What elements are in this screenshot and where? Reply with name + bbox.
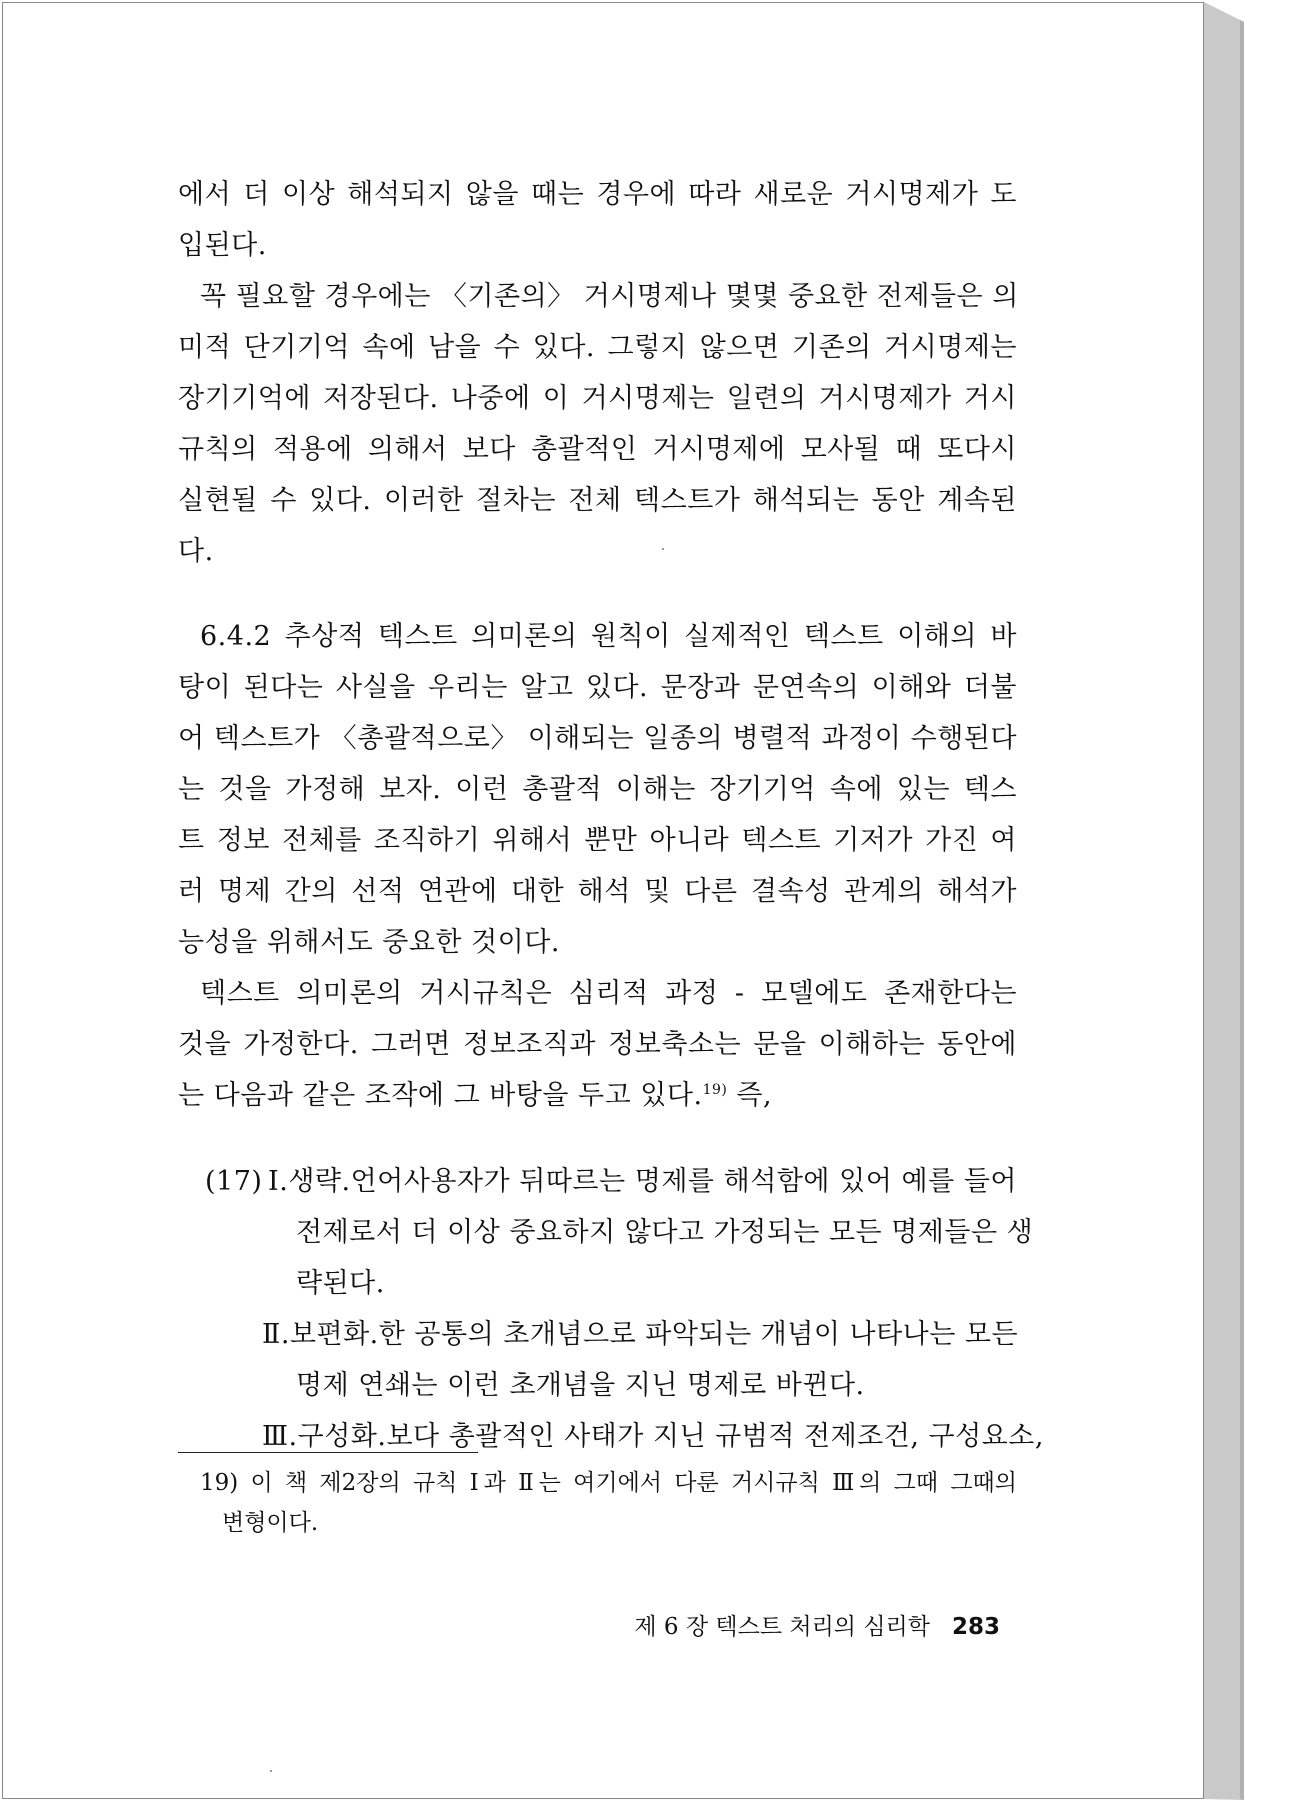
text-line: 규칙의 적용에 의해서 보다 총괄적인 거시명제에 모사될 때 또다시 — [178, 434, 1017, 465]
footnote-line: 19) 이 책 제2장의 규칙 Ⅰ과 Ⅱ는 여기에서 다룬 거시규칙 Ⅲ의 그때 그때의 — [200, 1470, 1017, 1496]
text-line: 실현될 수 있다. 이러한 절차는 전체 텍스트가 해석되는 동안 계속된 — [178, 485, 1017, 516]
list-item-generalization: Ⅱ.보편화.한 공통의 초개념으로 파악되는 개념이 나타나는 모든 — [262, 1319, 1019, 1350]
section-6-4-2-line: 6.4.2 추상적 텍스트 의미론의 원칙이 실제적인 텍스트 이해의 바 — [200, 621, 1017, 652]
line-text: 는 다음과 같은 조작에 그 바탕을 두고 있다. — [178, 1080, 703, 1111]
text-line: 트 정보 전체를 조직하기 위해서 뿐만 아니라 텍스트 기저가 가진 여 — [178, 825, 1017, 856]
text-line: 텍스트 의미론의 거시규칙은 심리적 과정 - 모델에도 존재한다는 — [200, 978, 1017, 1009]
text-line: 능성을 위해서도 중요한 것이다. — [178, 927, 560, 958]
text-line: 다. — [178, 536, 214, 567]
list-number: (17) — [205, 1166, 263, 1197]
text-line: 어 텍스트가 〈총괄적으로〉 이해되는 일종의 병렬적 과정이 수행된다 — [178, 723, 1017, 754]
text-line: 는 것을 가정해 보자. 이런 총괄적 이해는 장기기억 속에 있는 텍스 — [178, 774, 1017, 805]
list-item-omission-cont: 략된다. — [296, 1268, 385, 1299]
list-item-omission-cont: 전제로서 더 이상 중요하지 않다고 가정되는 모든 명제들은 생 — [296, 1217, 1034, 1248]
list-item-generalization-cont: 명제 연쇄는 이런 초개념을 지닌 명제로 바뀐다. — [296, 1370, 865, 1401]
list-item-omission: Ⅰ.생략.언어사용자가 뒤따르는 명제를 해석함에 있어 예를 들어 — [268, 1166, 1017, 1197]
text-line: 에서 더 이상 해석되지 않을 때는 경우에 따라 새로운 거시명제가 도 — [178, 179, 1017, 210]
page-edge-shadow — [1204, 0, 1304, 1806]
footnote-line: 변형이다. — [222, 1510, 319, 1536]
text-line: 미적 단기기억 속에 남을 수 있다. 그렇지 않으면 기존의 거시명제는 — [178, 332, 1017, 363]
footnote-rule — [178, 1452, 478, 1453]
page-number: 283 — [951, 1614, 1000, 1640]
list-item-construction: Ⅲ.구성화.보다 총괄적인 사태가 지닌 규범적 전제조건, 구성요소, — [262, 1421, 1044, 1452]
text-line: 꼭 필요할 경우에는 〈기존의〉 거시명제나 몇몇 중요한 전제들은 의 — [200, 281, 1019, 312]
scan-speck — [662, 548, 664, 550]
scan-speck — [270, 1770, 272, 1772]
text-line: 러 명제 간의 선적 연관에 대한 해석 및 다른 결속성 관계의 해석가 — [178, 876, 1017, 907]
running-head: 제 6 장 텍스트 처리의 심리학 — [634, 1614, 930, 1640]
text-line: 장기기억에 저장된다. 나중에 이 거시명제는 일련의 거시명제가 거시 — [178, 383, 1017, 414]
text-line: 것을 가정한다. 그러면 정보조직과 정보축소는 문을 이해하는 동안에 — [178, 1029, 1017, 1060]
line-tail: 즉, — [727, 1080, 773, 1111]
text-line: 입된다. — [178, 230, 267, 261]
text-line: 탕이 된다는 사실을 우리는 알고 있다. 문장과 문연속의 이해와 더불 — [178, 672, 1017, 703]
page-footer — [600, 1610, 1000, 1644]
text-line — [178, 1076, 772, 1116]
footnote-ref: 19) — [702, 1082, 728, 1098]
